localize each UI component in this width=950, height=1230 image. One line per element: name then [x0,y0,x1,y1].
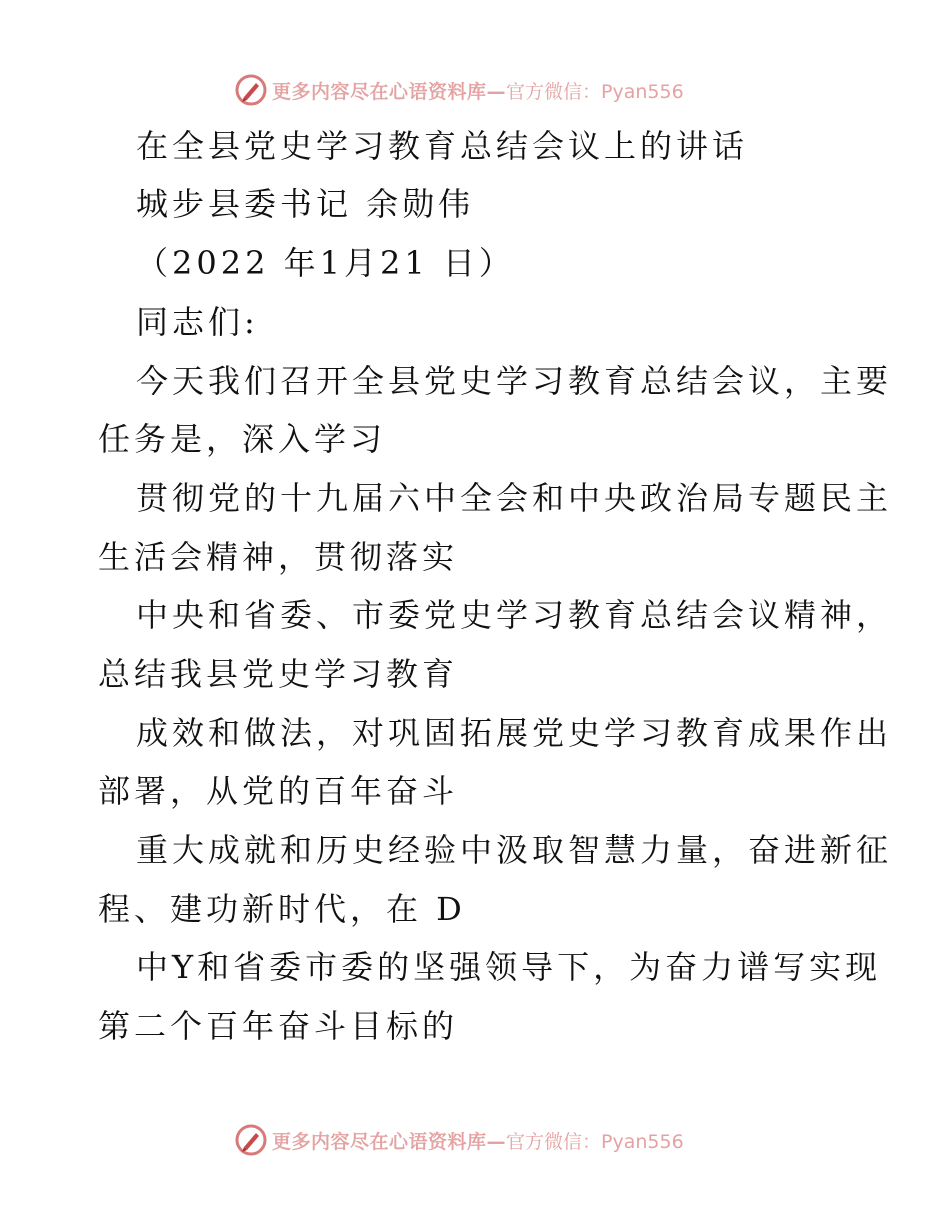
paragraph-line: 中央和省委、市委党史学习教育总结会议精神， [136,596,893,634]
watermark-contact: 官方微信：Pyan556 [506,80,684,103]
paragraph-line: 第二个百年奋斗目标的 [98,1007,459,1045]
watermark-contact: 官方微信：Pyan556 [506,1130,684,1153]
paragraph-line: 任务是，深入学习 [98,420,387,458]
watermark-footer [234,1122,714,1158]
pen-circle-logo-icon [234,73,268,107]
paragraph-line: 今天我们召开全县党史学习教育总结会议，主要 [136,362,893,400]
watermark-header [234,72,714,108]
paragraph-line: 中Y和省委市委的坚强领导下，为奋力谱写实现 [136,948,882,986]
document-salutation: 同志们: [136,303,259,341]
paragraph-line: 成效和做法，对巩固拓展党史学习教育成果作出 [136,714,893,752]
document-date: （2022 年1月21 日） [136,244,515,282]
paragraph-line: 重大成就和历史经验中汲取智慧力量，奋进新征 [136,831,893,869]
watermark-text: 更多内容尽在心语资料库— [272,80,507,103]
paragraph-line: 总结我县党史学习教育 [98,655,459,693]
paragraph-line: 部署，从党的百年奋斗 [98,772,459,810]
paragraph-line: 生活会精神，贯彻落实 [98,538,459,576]
pen-circle-logo-icon [234,1123,268,1157]
watermark-text: 更多内容尽在心语资料库— [272,1130,507,1153]
paragraph-line: 贯彻党的十九届六中全会和中央政治局专题民主 [136,479,893,517]
document-author: 城步县委书记 余勋伟 [136,185,475,223]
document-title: 在全县党史学习教育总结会议上的讲话 [136,127,749,165]
paragraph-line: 程、建功新时代，在 D [98,890,466,928]
